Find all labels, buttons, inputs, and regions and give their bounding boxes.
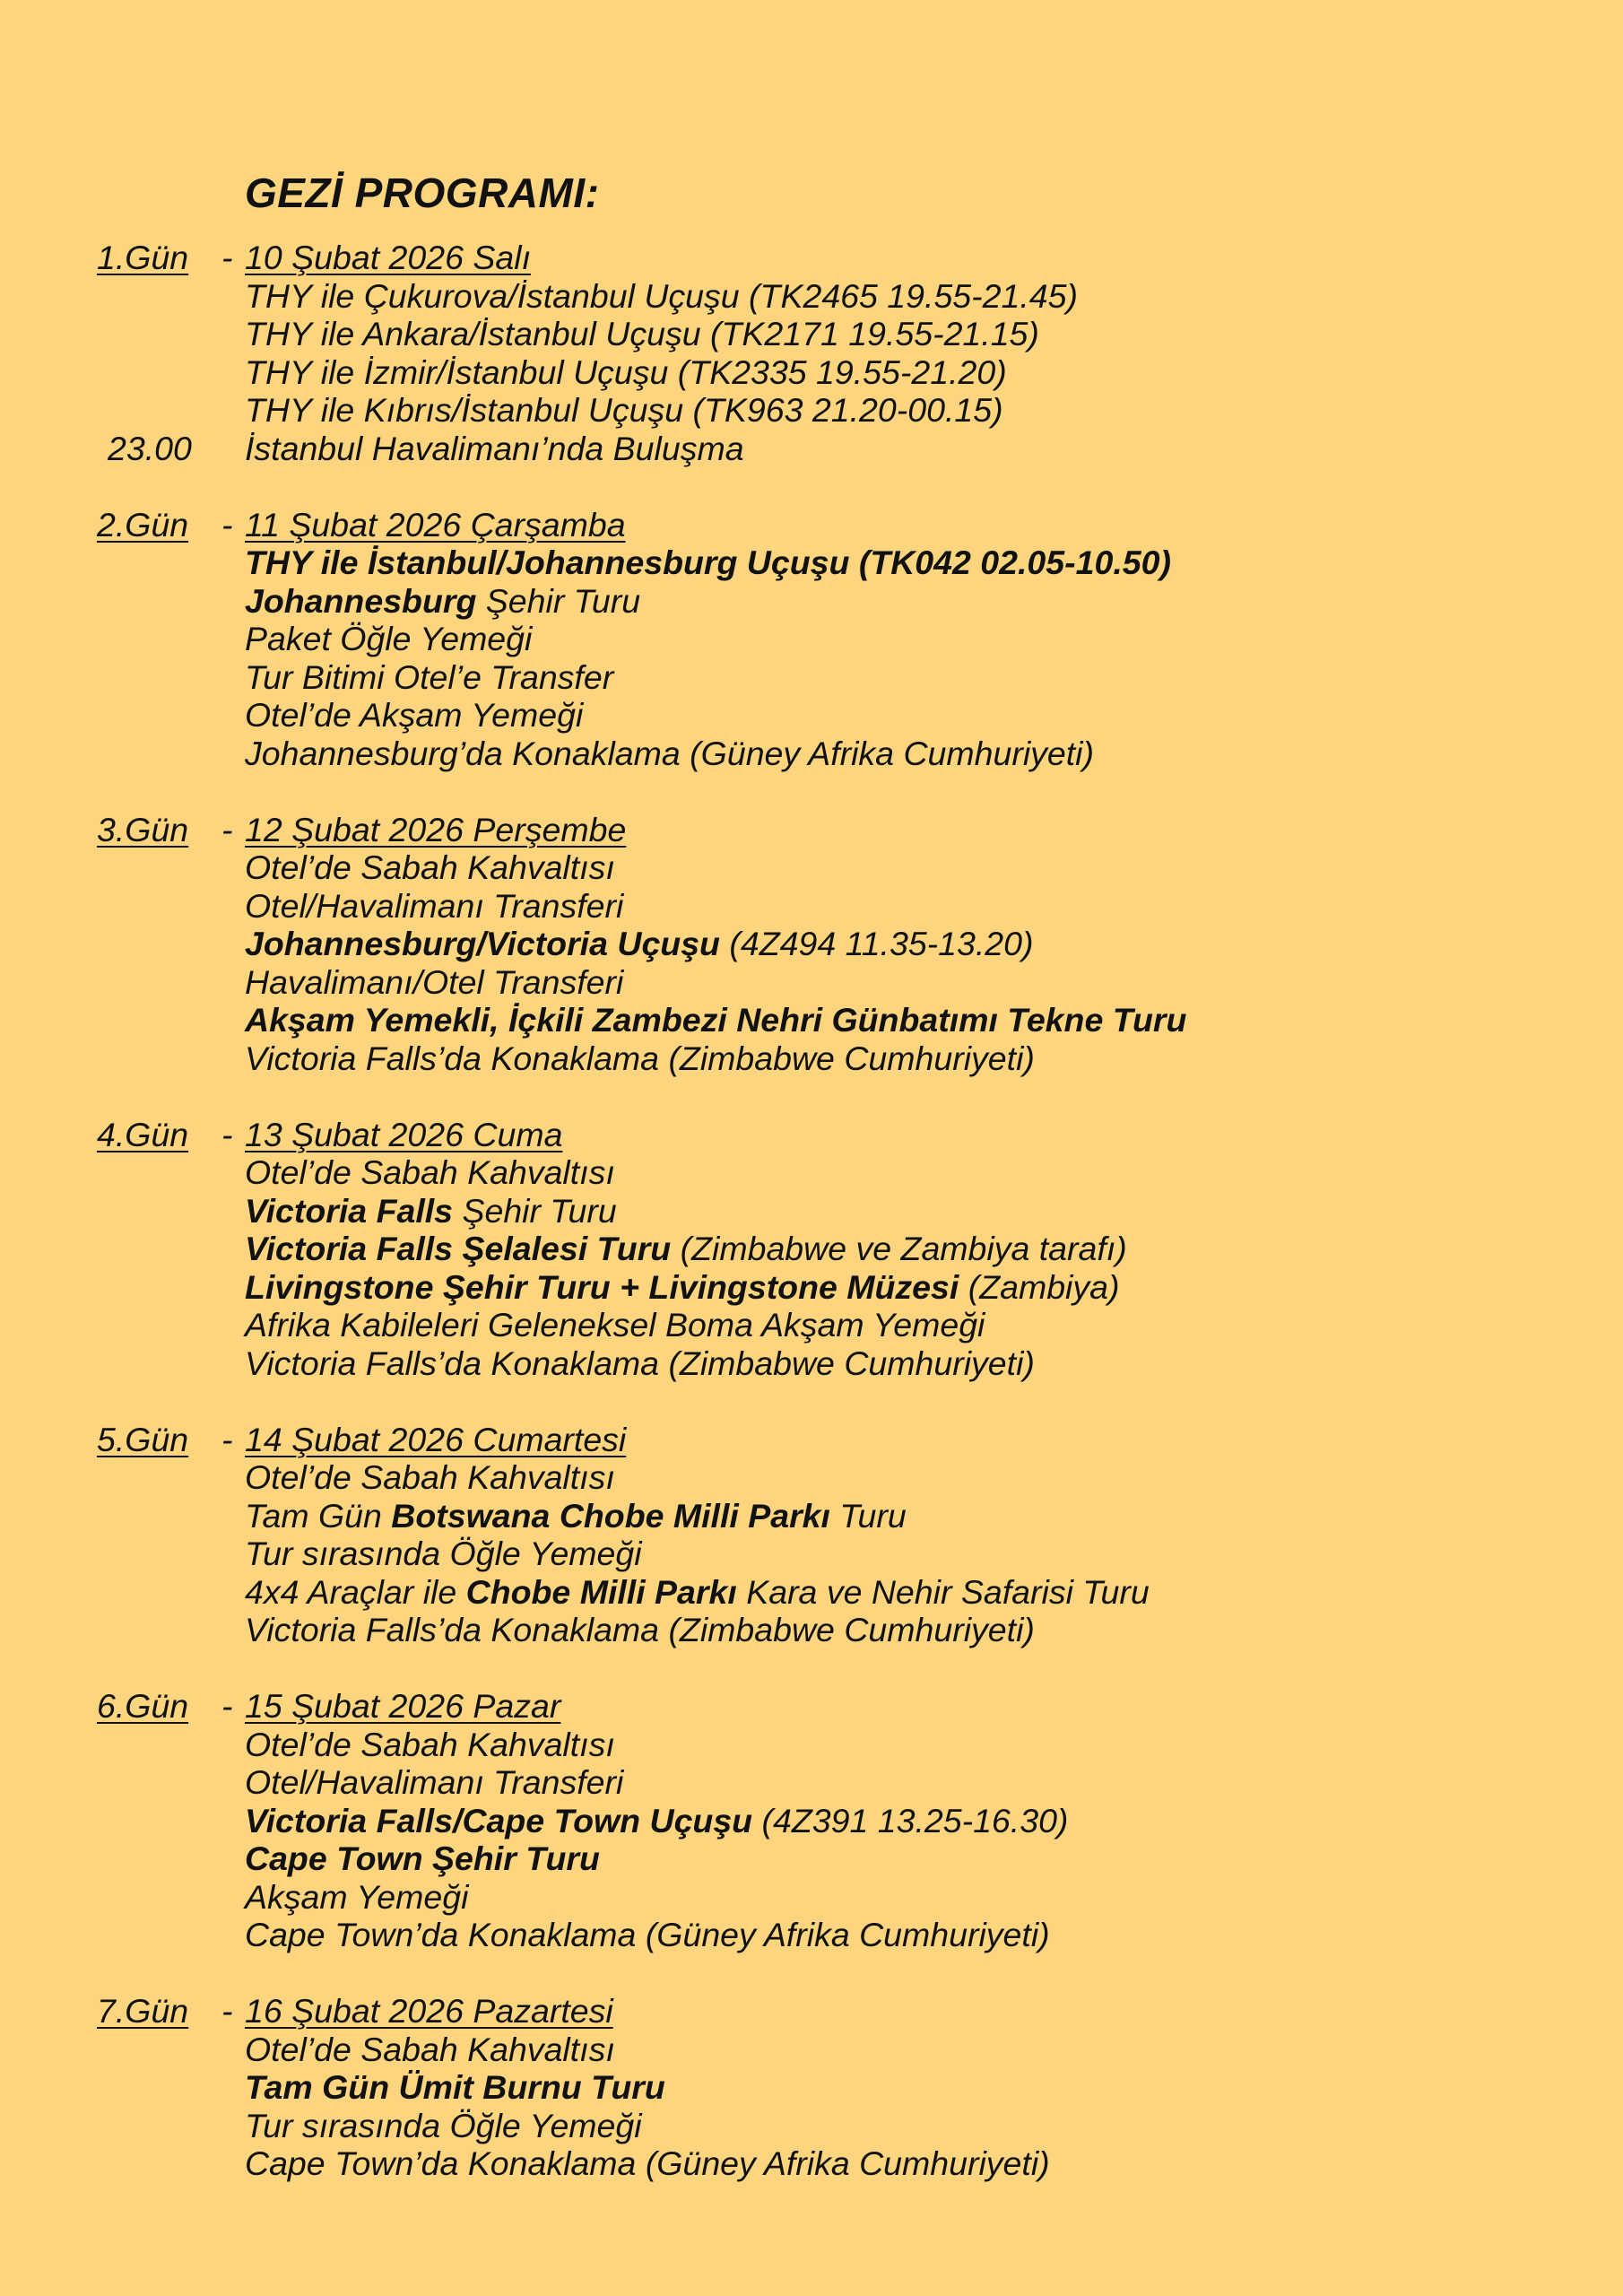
itinerary-line: [0, 1839, 1623, 1878]
day-block: [0, 1421, 1623, 1649]
itinerary-text: [245, 391, 1003, 430]
dash-separator: -: [221, 1420, 233, 1458]
day-date: 12 Şubat 2026 Perşembe: [245, 810, 627, 848]
itinerary-text: [245, 1192, 617, 1231]
itinerary-text: [245, 735, 1094, 773]
day-block: [0, 1992, 1623, 2183]
itinerary-text: [245, 1039, 1035, 1078]
itinerary-line: [0, 1497, 1623, 1535]
itinerary-line: [0, 1458, 1623, 1497]
plain-text: Otel/Havalimanı Transferi: [245, 1763, 624, 1801]
itinerary-line: [0, 735, 1623, 773]
day-block: [0, 506, 1623, 773]
plain-text: (4Z391 13.25-16.30): [752, 1801, 1069, 1839]
bold-text: Johannesburg/Victoria Uçuşu: [245, 925, 720, 962]
plain-text: Otel’de Sabah Kahvaltısı: [245, 848, 615, 886]
meeting-time: 23.00: [108, 429, 192, 467]
plain-text: THY ile Ankara/İstanbul Uçuşu (TK2171 19.55-21.15): [245, 315, 1039, 352]
plain-text: Johannesburg’da Konaklama (Güney Afrika Cumhuriyeti): [245, 734, 1095, 772]
plain-text: Şehir Turu: [453, 1191, 617, 1230]
itinerary-line: [0, 2144, 1623, 2183]
plain-text: Tur Bitimi Otel’e Transfer: [245, 657, 614, 696]
bold-text: Victoria Falls Şelalesi Turu: [245, 1230, 672, 1267]
day-date: 10 Şubat 2026 Salı: [245, 239, 532, 276]
day-header: [0, 811, 1623, 849]
plain-text: Şehir Turu: [476, 581, 641, 620]
itinerary-line: [0, 1763, 1623, 1802]
plain-text: Victoria Falls’da Konaklama (Zimbabwe Cumhuriyeti): [245, 1611, 1035, 1648]
itinerary-text: [245, 277, 1078, 316]
itinerary-line: [0, 658, 1623, 697]
itinerary-line: [0, 1611, 1623, 1649]
day-block: [0, 811, 1623, 1078]
itinerary-line: [0, 2068, 1623, 2107]
plain-text: (4Z494 11.35-13.20): [719, 925, 1034, 962]
itinerary-text: [245, 1306, 985, 1344]
itinerary-line: [0, 963, 1623, 1002]
itinerary-line: [0, 582, 1623, 621]
itinerary-line: [0, 277, 1623, 316]
itinerary-line: [0, 1268, 1623, 1307]
plain-text: Tur sırasında Öğle Yemeği: [245, 1535, 642, 1572]
plain-text: Otel’de Akşam Yemeği: [245, 696, 584, 734]
plain-text: Otel’de Sabah Kahvaltısı: [245, 1153, 615, 1191]
plain-text: Tam Gün: [245, 1496, 392, 1535]
day-header: [0, 1992, 1623, 2031]
itinerary-text: [245, 2107, 642, 2145]
day-header: [0, 1116, 1623, 1154]
itinerary-text: [245, 2031, 615, 2069]
itinerary-text: [245, 1802, 1068, 1840]
dash-separator: -: [221, 1687, 233, 1725]
page-title: GEZİ PROGRAMI:: [245, 170, 600, 216]
itinerary-text: [245, 696, 583, 735]
bold-text: Victoria Falls: [245, 1191, 454, 1230]
itinerary-text: [245, 582, 640, 621]
itinerary-text: [245, 620, 532, 658]
plain-text: Cape Town’da Konaklama (Güney Afrika Cumhuriyeti): [245, 1916, 1050, 1953]
itinerary-line: [0, 620, 1623, 658]
itinerary-line: [0, 1306, 1623, 1344]
plain-text: 4x4 Araçlar ile: [245, 1572, 466, 1611]
bold-text: Akşam Yemekli, İçkili Zambezi Nehri Günbatımı Tekne Turu: [245, 1001, 1187, 1039]
itinerary-text: [245, 1001, 1186, 1039]
itinerary-text: [245, 1611, 1035, 1649]
plain-text: Victoria Falls’da Konaklama (Zimbabwe Cumhuriyeti): [245, 1039, 1035, 1077]
itinerary-text: [245, 848, 615, 887]
day-date: 11 Şubat 2026 Çarşamba: [245, 505, 626, 544]
itinerary-text: [245, 1839, 600, 1878]
itinerary-line: [0, 1878, 1623, 1917]
day-date: 14 Şubat 2026 Cumartesi: [245, 1420, 627, 1458]
bold-text: Botswana Chobe Milli Parkı: [391, 1496, 830, 1535]
plain-text: (Zambiya): [959, 1267, 1120, 1306]
plain-text: Cape Town’da Konaklama (Güney Afrika Cumhuriyeti): [245, 2144, 1050, 2182]
day-block: [0, 1687, 1623, 1954]
day-label: 6.Gün: [97, 1687, 189, 1725]
itinerary-line: [0, 544, 1623, 582]
itinerary-line: [0, 848, 1623, 887]
itinerary-line: [0, 315, 1623, 353]
day-header: [0, 1421, 1623, 1459]
itinerary-line: [0, 696, 1623, 735]
day-label: 1.Gün: [97, 239, 189, 276]
itinerary-text: [245, 925, 1034, 963]
day-date: 16 Şubat 2026 Pazartesi: [245, 1992, 613, 2030]
plain-text: Kara ve Nehir Safarisi Turu: [736, 1572, 1150, 1611]
plain-text: Otel’de Sabah Kahvaltısı: [245, 1458, 615, 1496]
meeting-text: İstanbul Havalimanı’nda Buluşma: [245, 429, 744, 467]
itinerary-text: [245, 1573, 1150, 1612]
plain-text: (Zimbabwe ve Zambiya tarafı): [671, 1230, 1127, 1267]
meeting-line: [0, 430, 1623, 468]
plain-text: THY ile Çukurova/İstanbul Uçuşu (TK2465 19.55-21.45): [245, 276, 1078, 315]
bold-text: Livingstone Şehir Turu + Livingstone Müzesi: [245, 1267, 959, 1306]
day-block: [0, 239, 1623, 467]
day-block: [0, 1116, 1623, 1383]
day-label: 5.Gün: [97, 1420, 189, 1458]
plain-text: Victoria Falls’da Konaklama (Zimbabwe Cumhuriyeti): [245, 1344, 1035, 1382]
itinerary-text: [245, 658, 613, 697]
itinerary-text: [245, 1497, 907, 1535]
day-date: 13 Şubat 2026 Cuma: [245, 1115, 563, 1153]
itinerary-text: [245, 1726, 615, 1764]
day-label: 4.Gün: [97, 1115, 189, 1153]
itinerary-text: [245, 1458, 615, 1497]
itinerary-text: [245, 963, 623, 1002]
itinerary-text: [245, 1916, 1050, 1954]
plain-text: Tur sırasında Öğle Yemeği: [245, 2106, 642, 2144]
bold-text: THY ile İstanbul/Johannesburg Uçuşu (TK042 02.05-10.50): [245, 544, 1171, 581]
itinerary-text: [245, 1535, 642, 1573]
itinerary-line: [0, 1001, 1623, 1039]
dash-separator: -: [221, 1115, 233, 1153]
itinerary-line: [0, 1344, 1623, 1383]
dash-separator: -: [221, 505, 233, 544]
bold-text: Tam Gün Ümit Burnu Turu: [245, 2068, 665, 2106]
day-label: 7.Gün: [97, 1992, 189, 2030]
itinerary-line: [0, 1039, 1623, 1078]
itinerary-text: [245, 1268, 1119, 1307]
day-header: [0, 506, 1623, 544]
itinerary-line: [0, 1153, 1623, 1192]
itinerary-line: [0, 1802, 1623, 1840]
plain-text: Otel/Havalimanı Transferi: [245, 886, 624, 925]
plain-text: Turu: [829, 1496, 907, 1535]
bold-text: Cape Town Şehir Turu: [245, 1839, 600, 1877]
day-header: [0, 1687, 1623, 1726]
itinerary-text: [245, 2068, 665, 2107]
plain-text: Havalimanı/Otel Transferi: [245, 962, 624, 1001]
dash-separator: -: [221, 239, 233, 276]
dash-separator: -: [221, 810, 233, 848]
itinerary-text: [245, 1763, 623, 1802]
day-label: 3.Gün: [97, 810, 189, 848]
plain-text: Afrika Kabileleri Geleneksel Boma Akşam Yemeği: [245, 1306, 985, 1344]
itinerary-text: [245, 887, 623, 926]
bold-text: Johannesburg: [245, 581, 477, 620]
plain-text: Otel’de Sabah Kahvaltısı: [245, 1725, 615, 1763]
dash-separator: -: [221, 1992, 233, 2030]
itinerary-text: [245, 353, 1007, 392]
itinerary-text: [245, 315, 1039, 353]
bold-text: Chobe Milli Parkı: [465, 1572, 737, 1611]
itinerary-text: [245, 2144, 1050, 2183]
itinerary-line: [0, 1726, 1623, 1764]
itinerary-text: [245, 1153, 615, 1192]
itinerary-line: [0, 2031, 1623, 2069]
itinerary-line: [0, 1192, 1623, 1231]
plain-text: Otel’de Sabah Kahvaltısı: [245, 2030, 615, 2068]
itinerary-line: [0, 887, 1623, 926]
itinerary-line: [0, 391, 1623, 430]
program-list: [0, 239, 1623, 2221]
plain-text: THY ile Kıbrıs/İstanbul Uçuşu (TK963 21.20-00.15): [245, 391, 1003, 429]
plain-text: THY ile İzmir/İstanbul Uçuşu (TK2335 19.55-21.20): [245, 352, 1007, 391]
plain-text: Akşam Yemeği: [245, 1877, 469, 1916]
itinerary-line: [0, 2107, 1623, 2145]
itinerary-line: [0, 925, 1623, 963]
itinerary-line: [0, 353, 1623, 392]
itinerary-text: [245, 1230, 1127, 1268]
itinerary-line: [0, 1916, 1623, 1954]
itinerary-line: [0, 1535, 1623, 1573]
bold-text: Victoria Falls/Cape Town Uçuşu: [245, 1801, 753, 1839]
day-date: 15 Şubat 2026 Pazar: [245, 1687, 561, 1725]
itinerary-line: [0, 1230, 1623, 1268]
plain-text: Paket Öğle Yemeği: [245, 620, 533, 657]
itinerary-line: [0, 1573, 1623, 1612]
itinerary-text: [245, 1344, 1035, 1383]
itinerary-text: [245, 1878, 468, 1917]
itinerary-text: [245, 544, 1171, 582]
day-label: 2.Gün: [97, 505, 189, 544]
day-header: [0, 239, 1623, 277]
